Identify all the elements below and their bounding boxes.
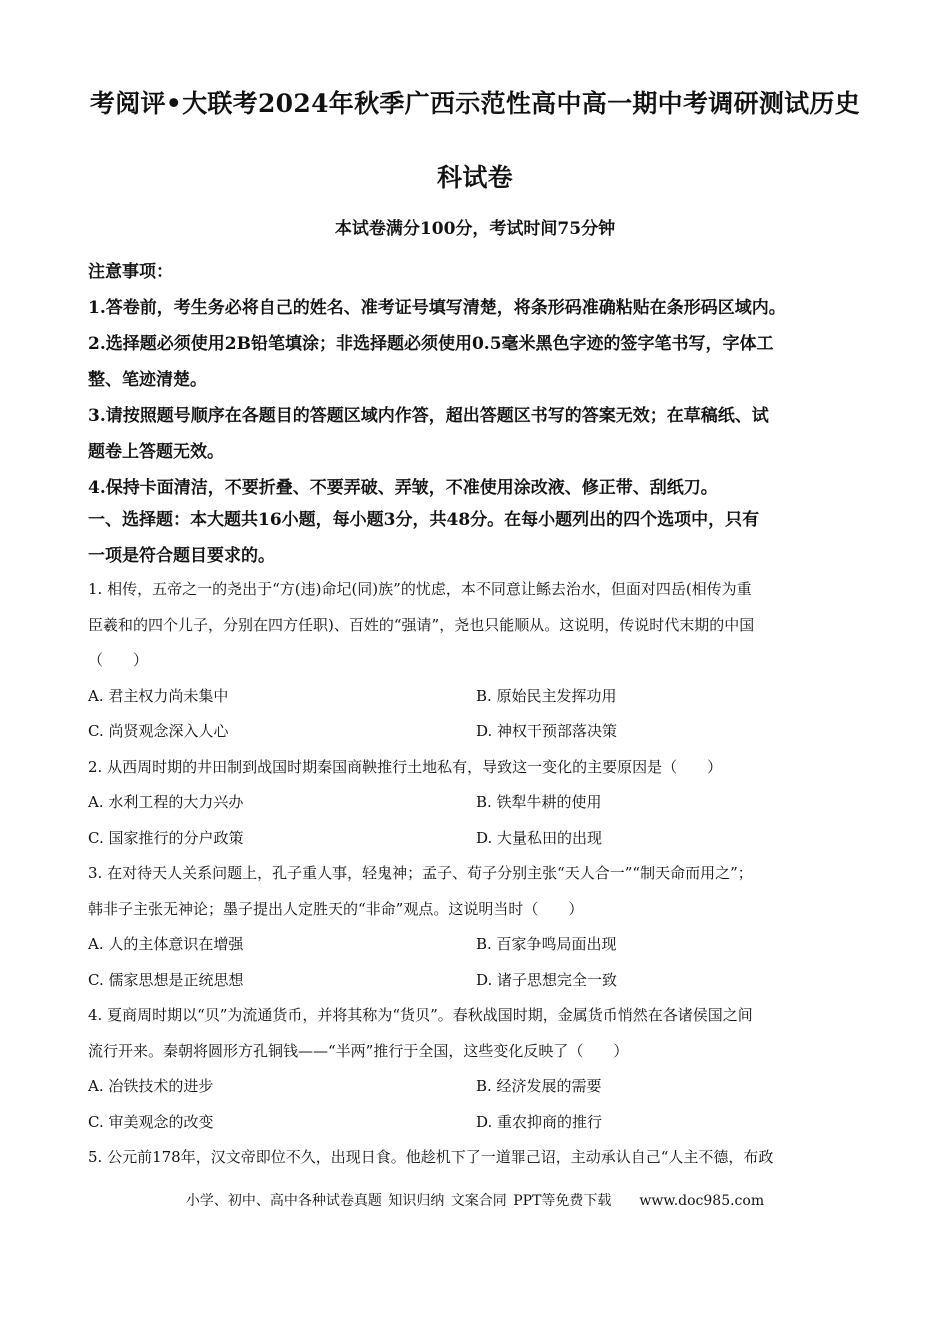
notice-item-2-line2: 整、笔迹清楚。 (88, 370, 207, 390)
question-2-option-a: A. 水利工程的大力兴办 (88, 793, 244, 811)
question-4 (88, 998, 868, 1140)
question-2 (88, 750, 868, 857)
question-4-option-c: C. 审美观念的改变 (88, 1112, 214, 1131)
notice-item-3-line2: 题卷上答题无效。 (88, 442, 224, 462)
question-1-stem-line3: （ ） (88, 651, 149, 669)
question-1-stem-line1: 1. 相传，五帝之一的尧出于“方(违)命圮(同)族”的忧虑，本不同意让鲧去治水，但面对四岳(相传为重 (88, 580, 752, 598)
question-3-option-b: B. 百家争鸣局面出现 (476, 935, 617, 953)
notice-item-1: 1.答卷前，考生务必将自己的姓名、准考证号填写清楚，将条形码准确粘贴在条形码区域内。 (88, 298, 786, 318)
question-5 (88, 1140, 868, 1176)
notice-item-3-line1: 3.请按照题号顺序在各题目的答题区域内作答，超出答题区书写的答案无效；在草稿纸、试 (88, 406, 769, 426)
question-4-stem-line1: 4. 夏商周时期以“贝”为流通货币，并将其称为“货贝”。春秋战国时期，金属货币悄然在各诸侯国之间 (88, 1006, 753, 1024)
notice-item-4: 4.保持卡面清洁，不要折叠、不要弄破、弄皱，不准使用涂改液、修正带、刮纸刀。 (88, 478, 718, 498)
question-1-option-b: B. 原始民主发挥功用 (476, 686, 617, 705)
question-4-stem-line2: 流行开来。秦朝将圆形方孔铜钱——“半两”推行于全国，这些变化反映了（ ） (88, 1041, 629, 1060)
question-4-option-b: B. 经济发展的需要 (476, 1077, 602, 1095)
section-heading-line2: 一项是符合题目要求的。 (88, 546, 275, 566)
question-3-stem-line1: 3. 在对待天人关系问题上，孔子重人事，轻鬼神；孟子、荀子分别主张“天人合一”“制天命而用之”； (88, 864, 753, 882)
question-4-option-d: D. 重农抑商的推行 (476, 1112, 603, 1131)
page-title-line1: 考阅评•大联考2024年秋季广西示范性高中高一期中考调研测试历史 (89, 89, 861, 118)
question-2-stem-line1: 2. 从西周时期的井田制到战国时期秦国商鞅推行土地私有，导致这一变化的主要原因是（ ） (88, 757, 723, 776)
question-1 (88, 572, 868, 750)
question-2-option-b: B. 铁犁牛耕的使用 (476, 793, 602, 811)
section-heading-line1: 一、选择题：本大题共16小题，每小题3分，共48分。在每小题列出的四个选项中，只有 (88, 510, 760, 530)
section-heading (88, 502, 868, 574)
notice-heading: 注意事项： (88, 262, 173, 282)
question-2-option-c: C. 国家推行的分户政策 (88, 828, 244, 847)
exam-info: 本试卷满分100分，考试时间75分钟 (334, 219, 616, 239)
question-1-option-c: C. 尚贤观念深入人心 (88, 722, 229, 740)
question-1-option-a: A. 君主权力尚未集中 (88, 686, 229, 705)
question-3-option-a: A. 人的主体意识在增强 (88, 935, 244, 953)
question-5-stem-line1: 5. 公元前178年，汉文帝即位不久，出现日食。他趁机下了一道罪己诏，主动承认自己“人主不德，布政 (88, 1148, 774, 1166)
question-list (88, 572, 868, 1176)
question-3-option-c: C. 儒家思想是正统思想 (88, 970, 244, 989)
question-3 (88, 856, 868, 998)
page-title-line2: 科试卷 (437, 163, 513, 192)
notice-item-2-line1: 2.选择题必须使用2B铅笔填涂；非选择题必须使用0.5毫米黑色字迹的签字笔书写，字体工 (88, 334, 774, 354)
question-1-option-d: D. 神权干预部落决策 (476, 722, 618, 740)
question-3-option-d: D. 诸子思想完全一致 (476, 970, 618, 989)
question-1-stem-line2: 臣羲和的四个儿子，分别在四方任职)、百姓的“强请”，尧也只能顺从。这说明，传说时代末期的中国 (88, 615, 755, 634)
question-2-option-d: D. 大量私田的出现 (476, 828, 603, 847)
page-footer: 小学、初中、高中各种试卷真题 知识归纳 文案合同 PPT等免费下载 www.doc985.com (185, 1193, 765, 1209)
question-4-option-a: A. 冶铁技术的进步 (88, 1077, 214, 1095)
notice-block (88, 254, 868, 506)
question-3-stem-line2: 韩非子主张无神论；墨子提出人定胜天的“非命”观点。这说明当时（ ） (88, 899, 584, 918)
